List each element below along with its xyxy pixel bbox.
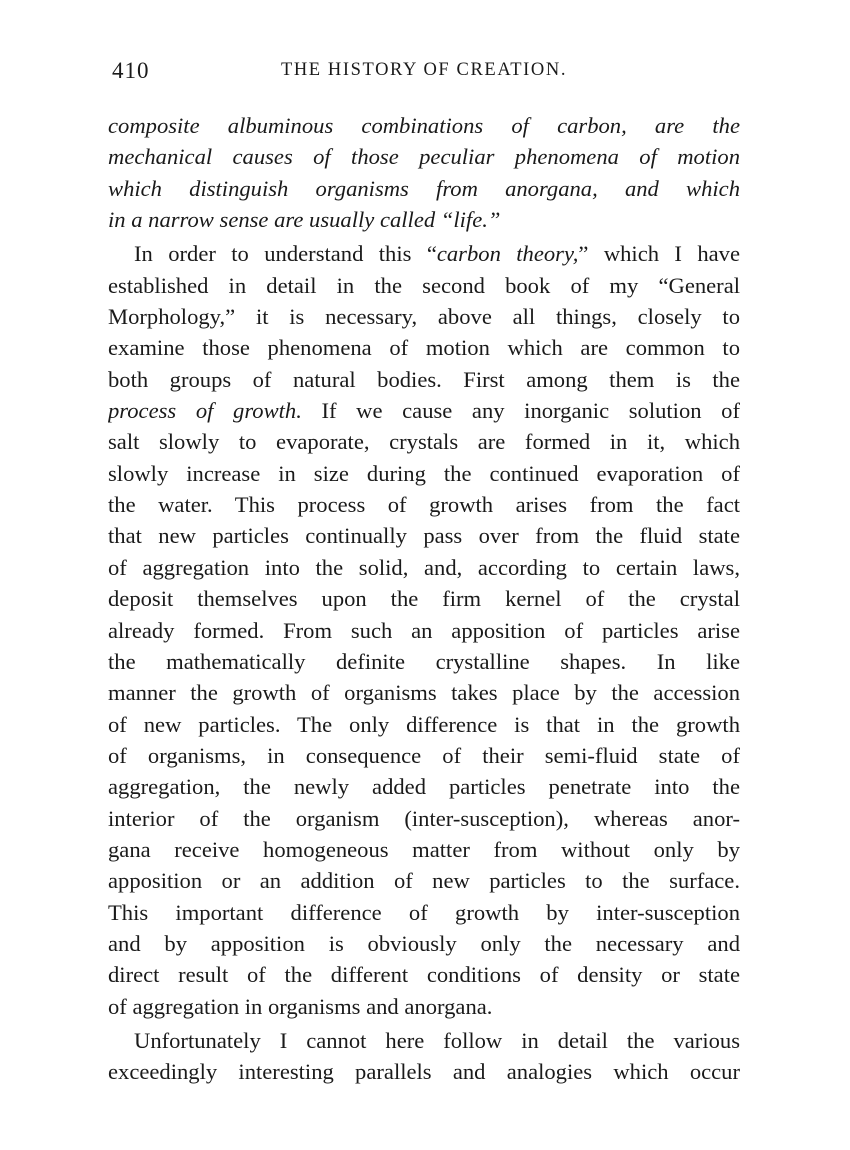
text-line: already formed. From such an apposition of particles arise — [108, 617, 740, 643]
body-text — [108, 110, 740, 1088]
paragraph — [108, 238, 740, 1022]
text-line: In order to understand this “carbon theory,” which I have — [134, 241, 740, 267]
text-line: Morphology,” it is necessary, above all things, closely to — [108, 304, 740, 330]
text-line: examine those phenomena of motion which are common to — [108, 335, 740, 361]
text-line: which distinguish organisms from anorgana, and which — [108, 175, 740, 201]
text-line: process of growth. If we cause any inorganic solution of — [108, 398, 740, 424]
text-line: composite albuminous combinations of carbon, are the — [108, 113, 740, 138]
text-line: established in detail in the second book of my “General — [108, 272, 740, 298]
emphasis: carbon theory, — [436, 241, 579, 267]
text-line: gana receive homogeneous matter from without only by — [108, 836, 740, 862]
text-line: direct result of the different conditions of density or state — [108, 962, 740, 988]
text-line: aggregation, the newly added particles penetrate into the — [108, 774, 740, 800]
text-line: exceedingly interesting parallels and analogies which occur — [108, 1059, 740, 1085]
text-line: the mathematically definite crystalline shapes. In like — [108, 648, 740, 674]
text-line: of aggregation into the solid, and, according to certain laws, — [108, 554, 740, 580]
text-line: apposition or an addition of new particles to the surface. — [108, 868, 740, 894]
text-line: Unfortunately I cannot here follow in detail the various — [134, 1027, 740, 1053]
text-line: salt slowly to evaporate, crystals are formed in it, which — [108, 429, 740, 455]
page-number: 410 — [112, 58, 150, 83]
text-line: slowly increase in size during the continued evaporation of — [108, 460, 740, 486]
paragraph — [108, 1025, 740, 1088]
text-line: of aggregation in organisms and anorgana. — [108, 993, 493, 1019]
text-line: the water. This process of growth arises from the fact — [108, 492, 740, 518]
running-head: THE HISTORY OF CREATION. — [280, 60, 568, 80]
text-line: interior of the organism (inter-susception), whereas anor- — [108, 805, 740, 831]
text-line: deposit themselves upon the firm kernel of the crystal — [108, 586, 740, 612]
emphasis: process of growth. — [108, 398, 302, 424]
text-line: mechanical causes of those peculiar phenomena of motion — [108, 144, 740, 170]
text-line: This important difference of growth by inter-susception — [108, 899, 740, 925]
text-line: of new particles. The only difference is that in the growth — [108, 711, 740, 737]
text-line: both groups of natural bodies. First among them is the — [108, 366, 740, 392]
text-line: of organisms, in consequence of their semi-fluid state of — [108, 742, 740, 768]
paragraph — [108, 110, 740, 235]
text-line: manner the growth of organisms takes place by the accession — [108, 680, 740, 706]
text-line: that new particles continually pass over from the fluid state — [108, 523, 740, 549]
text-line: and by apposition is obviously only the necessary and — [108, 930, 740, 956]
text-line: in a narrow sense are usually called “life.” — [108, 207, 501, 233]
page-header — [108, 58, 740, 90]
